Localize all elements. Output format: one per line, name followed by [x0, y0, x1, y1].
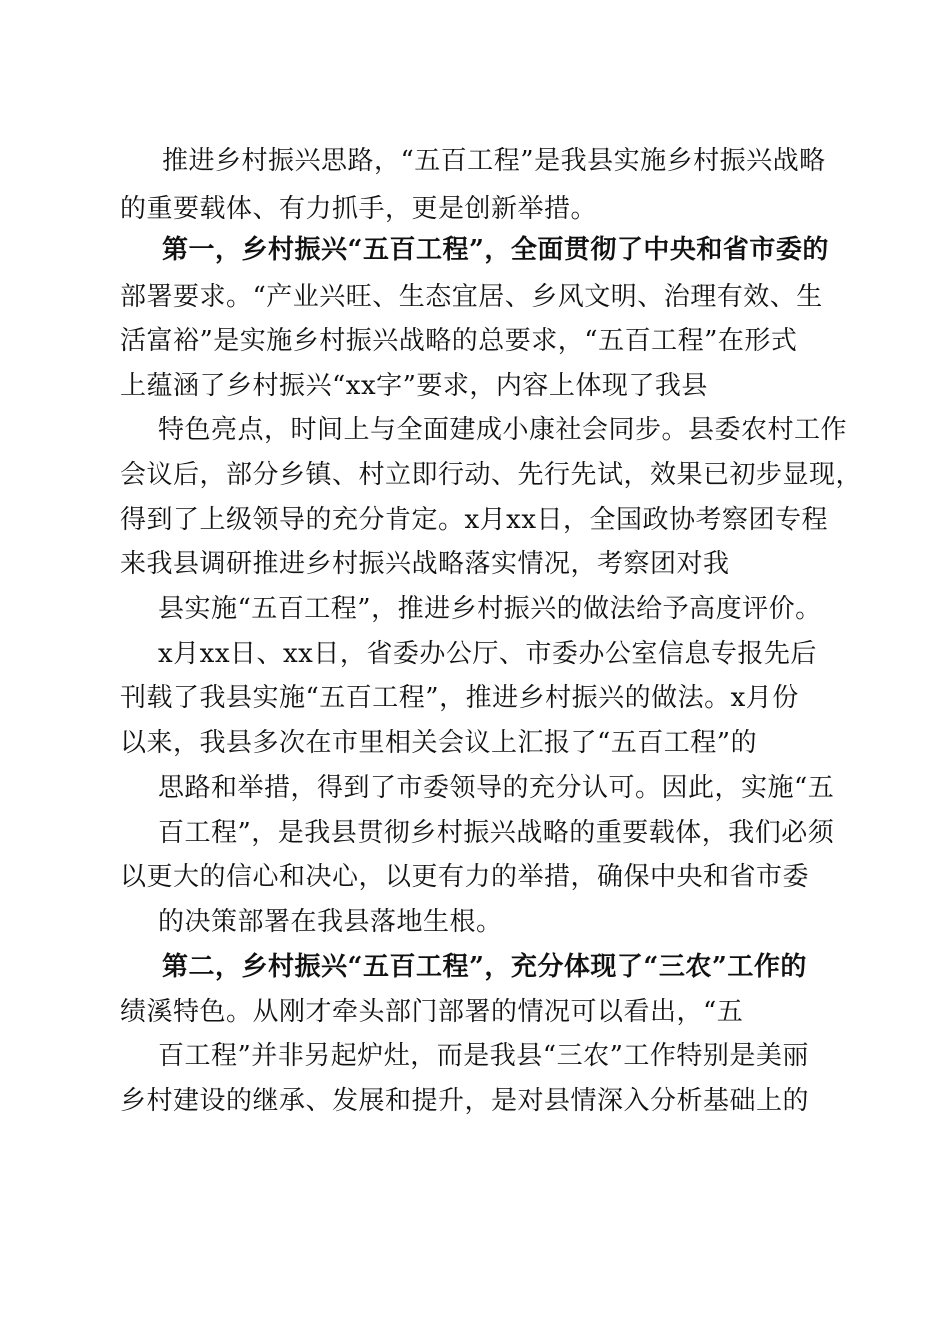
- text-line: 来我县调研推进乡村振兴战略落实情况，考察团对我: [120, 549, 730, 579]
- text-line: 上蕴涵了乡村振兴“xx字”要求，内容上体现了我县: [120, 371, 708, 401]
- section-heading-first: 第一，乡村振兴“五百工程”，全面贯彻了中央和省市委的: [162, 235, 829, 265]
- text-line: 活富裕”是实施乡村振兴战略的总要求，“五百工程”在形式: [120, 326, 798, 356]
- section-heading-second: 第二，乡村振兴“五百工程”，充分体现了“三农”工作的: [162, 952, 807, 982]
- text-line: 会议后，部分乡镇、村立即行动、先行先试，效果已初步显现，: [120, 460, 863, 490]
- text-line: 县实施“五百工程”，推进乡村振兴的做法给予高度评价。: [158, 594, 822, 624]
- text-line: 乡村建设的继承、发展和提升，是对县情深入分析基础上的: [120, 1086, 810, 1116]
- text-line: 绩溪特色。从刚才牵头部门部署的情况可以看出，“五: [120, 997, 744, 1027]
- text-line: 部署要求。“产业兴旺、生态宜居、乡风文明、治理有效、生: [120, 282, 823, 312]
- text-line: 以更大的信心和决心，以更有力的举措，确保中央和省市委: [120, 862, 810, 892]
- text-line: x月xx日、xx日，省委办公厅、市委办公室信息专报先后: [158, 639, 817, 669]
- text-line: 的重要载体、有力抓手，更是创新举措。: [120, 194, 598, 224]
- text-line: 的决策部署在我县落地生根。: [158, 907, 503, 937]
- text-line: 推进乡村振兴思路，“五百工程”是我县实施乡村振兴战略: [162, 146, 826, 176]
- text-line: 百工程”，是我县贯彻乡村振兴战略的重要载体，我们必须: [158, 818, 835, 848]
- text-line: 思路和举措，得到了市委领导的充分认可。因此，实施“五: [158, 773, 835, 803]
- text-line: 刊载了我县实施“五百工程”，推进乡村振兴的做法。x月份: [120, 683, 799, 713]
- text-line: 得到了上级领导的充分肯定。x月xx日，全国政协考察团专程: [120, 505, 828, 535]
- text-line: 特色亮点，时间上与全面建成小康社会同步。县委农村工作: [158, 415, 848, 445]
- text-line: 以来，我县多次在市里相关会议上汇报了“五百工程”的: [120, 728, 758, 758]
- text-line: 百工程”并非另起炉灶，而是我县“三农”工作特别是美丽: [158, 1041, 809, 1071]
